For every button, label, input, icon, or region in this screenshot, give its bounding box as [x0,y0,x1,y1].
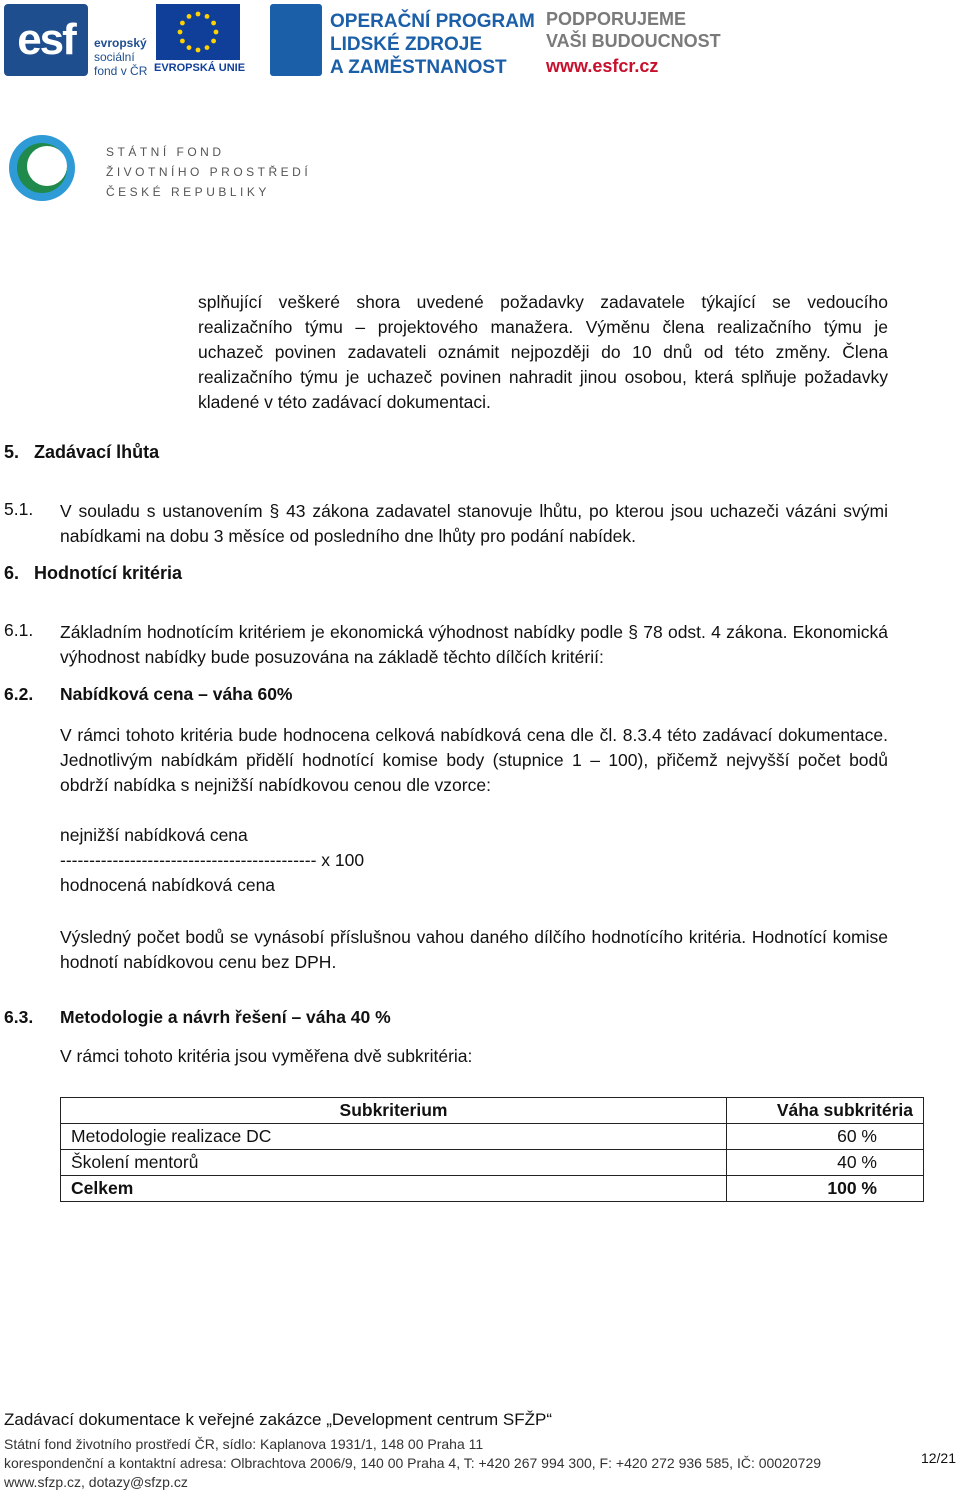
op-line-3: A ZAMĚSTNANOST [330,57,507,78]
footer-address: Státní fond životního prostředí ČR, sídlo: Kaplanova 1931/1, 148 00 Praha 11 [4,1436,484,1452]
table-cell-weight: 60 % [727,1124,924,1150]
op-logo [270,4,540,76]
table-row [61,1150,924,1176]
section-6-number: 6. [4,563,20,583]
table-row [61,1124,924,1150]
table-header-subcriterion: Subkriterium [61,1098,727,1124]
subcriteria-table [60,1097,924,1202]
esf-logo-text [94,36,147,78]
table-cell-name: Školení mentorů [61,1150,727,1176]
op-logo-mark-icon [270,4,322,76]
section-5-title: Zadávací lhůta [34,442,160,462]
item-6-2-title: Nabídková cena – váha 60% [60,684,293,704]
sfzp-line-2: ŽIVOTNÍHO PROSTŘEDÍ [106,165,312,179]
item-6-2-result: Výsledný počet bodů se vynásobí příslušnou vahou daného dílčího hodnotícího kritéria. Hodnotící komise hodnotí nabídkovou cenu bez DPH. [60,927,888,972]
footer-title: Zadávací dokumentace k veřejné zakázce „Development centrum SFŽP“ [4,1410,553,1429]
sfzp-line-3: ČESKÉ REPUBLIKY [106,185,270,199]
item-6-3-title: Metodologie a návrh řešení – váha 40 % [60,1007,391,1027]
sfzp-logo-icon [6,132,78,204]
esf-logo-line-1: evropský [94,36,147,50]
item-6-1-number: 6.1. [4,620,34,640]
footer-web: www.sfzp.cz, dotazy@sfzp.cz [4,1474,188,1490]
esf-logo-mark: esf [4,4,88,76]
esf-logo-line-2: sociální [94,50,135,64]
support-line-1: PODPORUJEME [546,9,687,29]
eu-flag-icon [156,4,240,60]
item-6-2-number: 6.2. [4,684,34,704]
support-line-2: VAŠI BUDOUCNOST [546,31,721,51]
intro-paragraph: splňující veškeré shora uvedené požadavky zadavatele týkající se vedoucího realizačního týmu – projektového manažera. Výměnu člena realizačního týmu je uchazeč povinen zadavateli oznámit nejpozději do 10 dnů od této změny. Člena realizačního týmu je uchazeč povinen nahradit jinou osobou, která splňuje požadavky kladené v této zadávací dokumentaci. [198,292,888,412]
item-5-1-number: 5.1. [4,499,34,519]
item-5-1-text: V souladu s ustanovením § 43 zákona zadavatel stanovuje lhůtu, po kterou jsou uchazeči vázáni svými nabídkami na dobu 3 měsíce od posledního dne lhůty pro podání nabídek. [60,501,888,546]
support-slogan [546,8,721,52]
section-6-heading [4,563,182,584]
item-6-3-number: 6.3. [4,1007,34,1027]
table-header-weight: Váha subkritéria [727,1098,924,1124]
op-line-1: OPERAČNÍ PROGRAM [330,11,535,32]
table-total-value: 100 % [727,1176,924,1202]
table-cell-name: Metodologie realizace DC [61,1124,727,1150]
formula-numerator: nejnižší nabídková cena [60,825,248,845]
item-6-1-text: Základním hodnotícím kritériem je ekonomická výhodnost nabídky podle § 78 odst. 4 zákona. Ekonomická výhodnost nabídky bude posuzována na základě těchto dílčích kritérií: [60,622,888,667]
eu-logo-text: EVROPSKÁ UNIE [154,62,246,74]
item-6-2-text: V rámci tohoto kritéria bude hodnocena celková nabídková cena dle čl. 8.3.4 této zadávací dokumentace. Jednotlivým nabídkám přidělí hodnotící komise body (stupnice 1 – 100), přičemž nejvyšší počet bodů obdrží nabídka s nejnižší nabídkovou cenou dle vzorce: [60,725,888,795]
page-number: 12/21 [920,1450,956,1466]
op-line-2: LIDSKÉ ZDROJE [330,34,483,55]
footer-contact: korespondenční a kontaktní adresa: Olbrachtova 2006/9, 140 00 Praha 4, T: +420 267 994 300, F: +420 272 936 585, IČ: 00020729 [4,1455,822,1471]
support-url: www.esfcr.cz [546,56,659,76]
formula-fraction-line: -------------------------------------------- x 100 [60,850,365,870]
op-logo-text [330,10,535,79]
table-total-row [61,1176,924,1202]
sfzp-logo-text [106,142,311,202]
section-5-heading [4,442,159,463]
table-header-row [61,1098,924,1124]
item-6-3-text: V rámci tohoto kritéria jsou vyměřena dvě subkritéria: [60,1046,473,1066]
section-6-title: Hodnotící kritéria [34,563,183,583]
table-cell-weight: 40 % [727,1150,924,1176]
sfzp-line-1: STÁTNÍ FOND [106,145,225,159]
section-5-number: 5. [4,442,20,462]
table-total-label: Celkem [61,1176,727,1202]
esf-logo-line-3: fond v ČR [94,64,148,78]
formula-denominator: hodnocená nabídková cena [60,875,276,895]
